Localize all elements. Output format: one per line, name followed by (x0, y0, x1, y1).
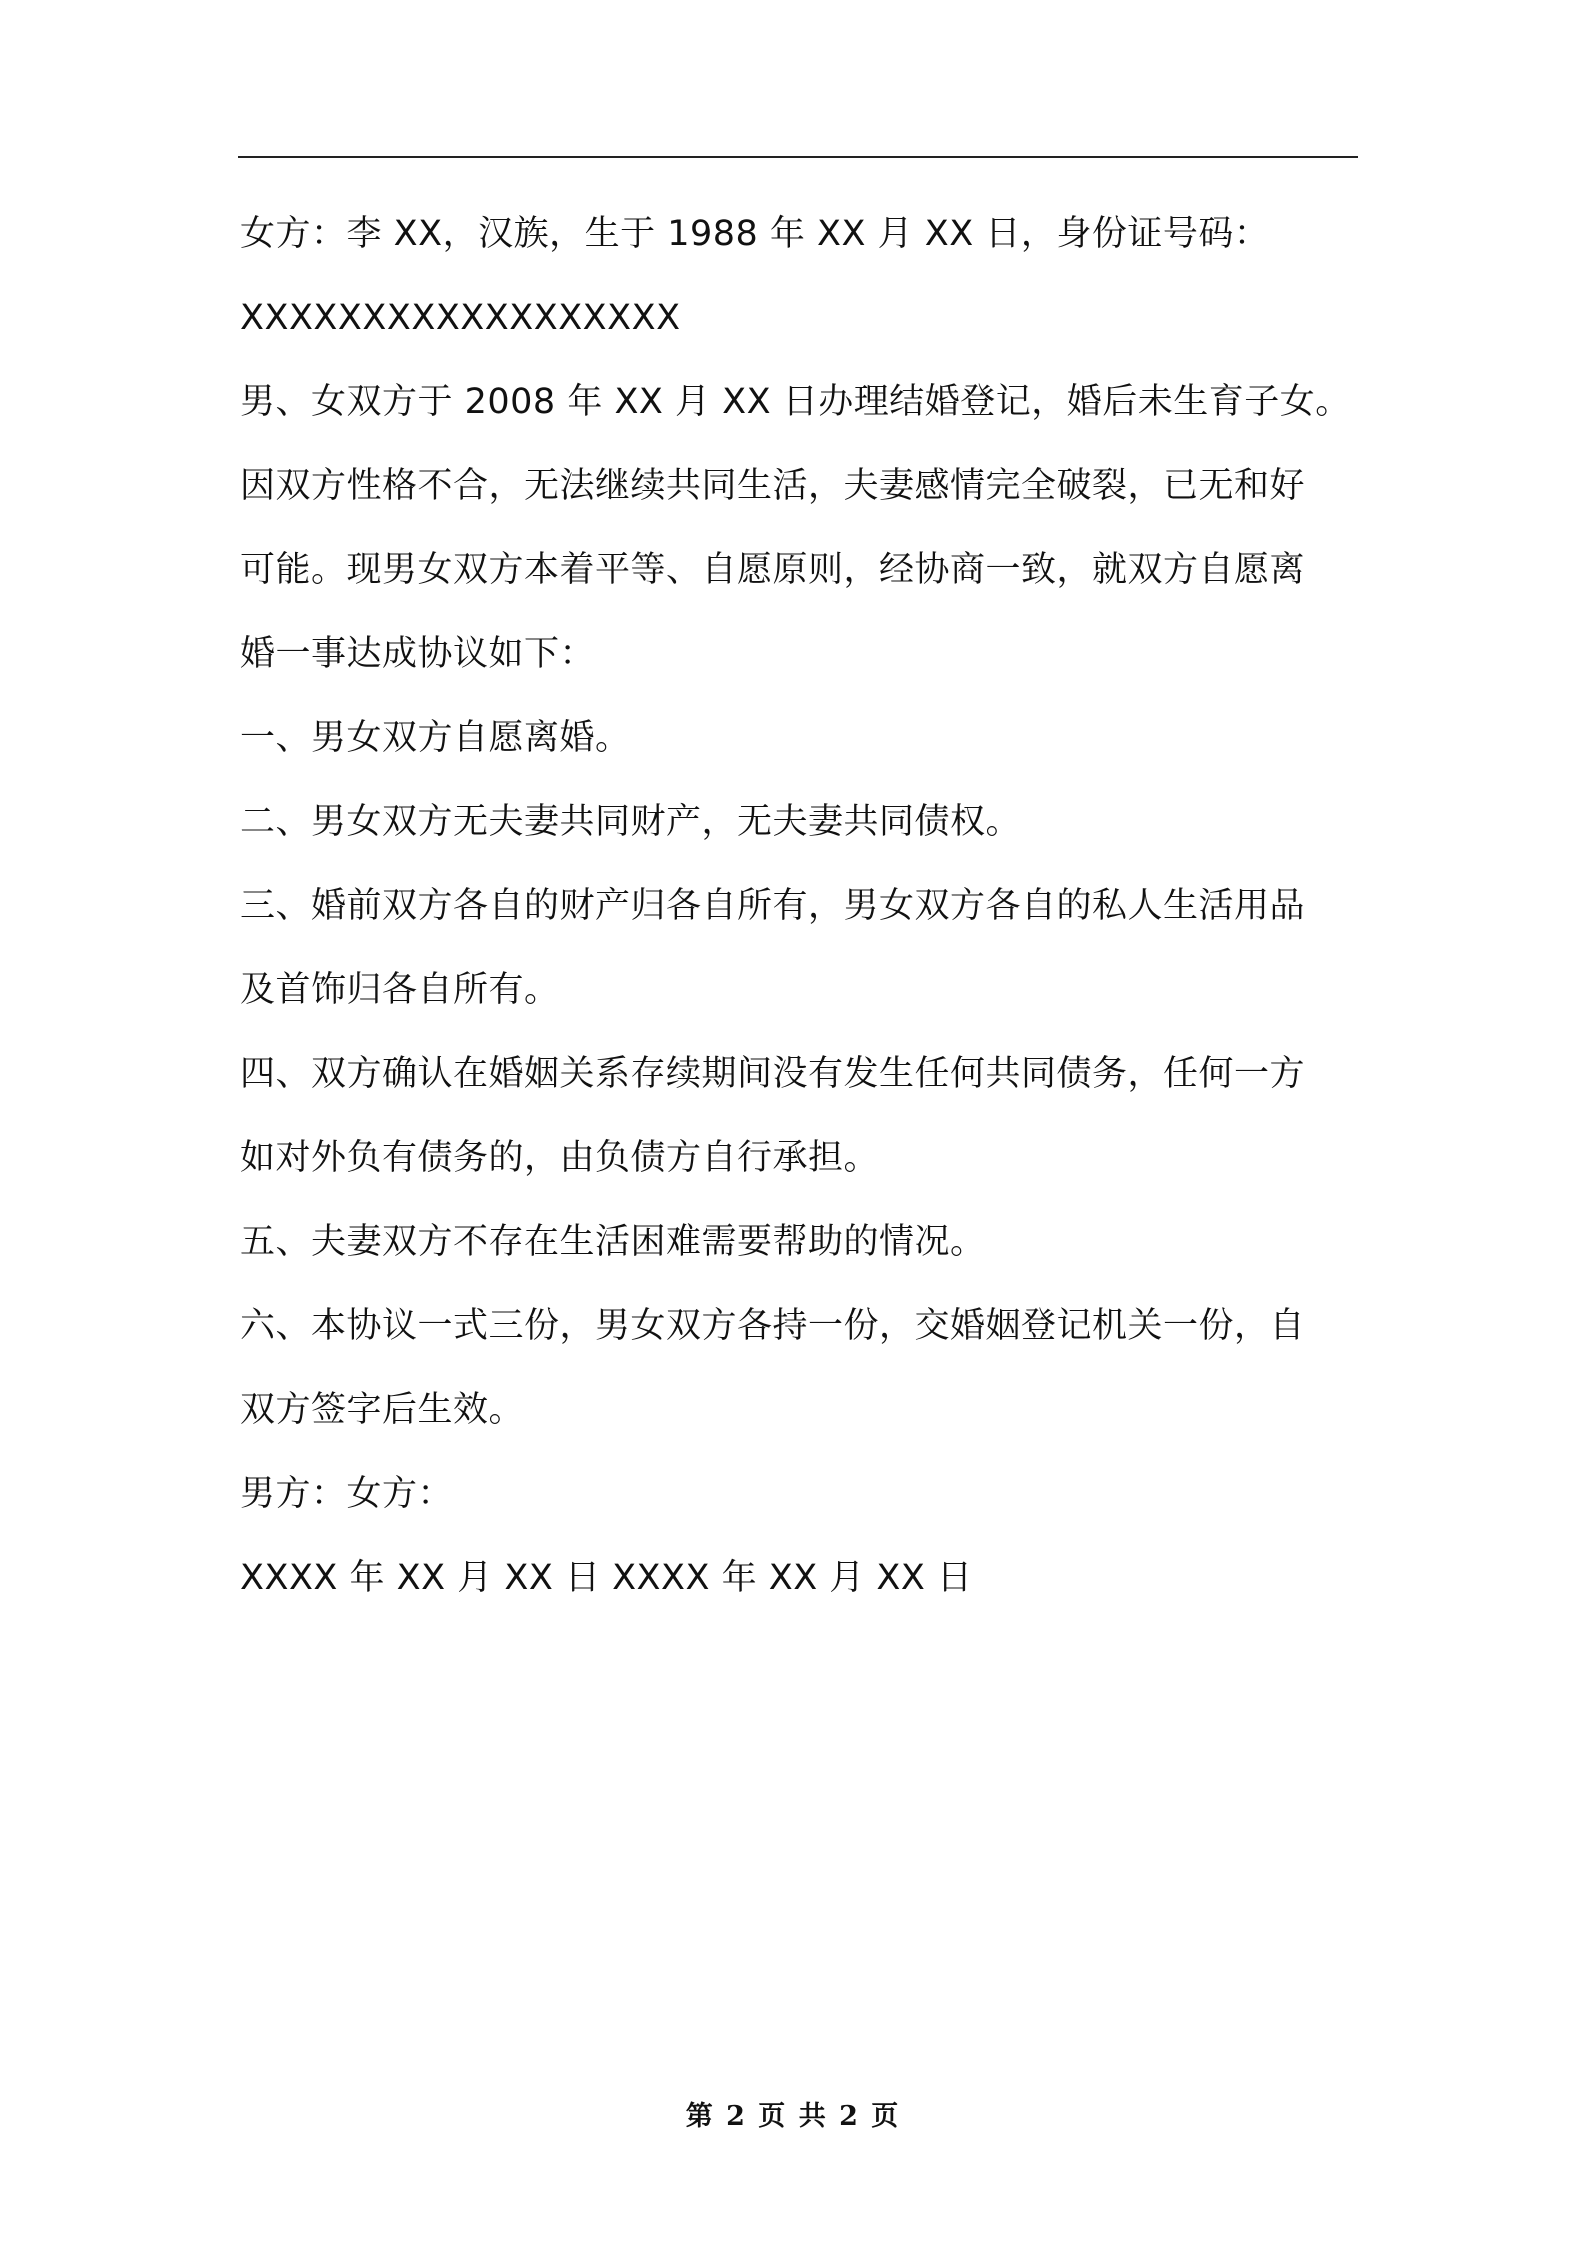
header-rule (238, 156, 1358, 158)
document-body (240, 192, 1364, 1620)
clause-5: 五、夫妻双方不存在生活困难需要帮助的情况。 (240, 1222, 986, 1262)
clause-6: 六、本协议一式三份，男女双方各持一份，交婚姻登记机关一份，自 (240, 1306, 1306, 1346)
paragraph-line: 男、女双方于 2008 年 XX 月 XX 日办理结婚登记，婚后未生育子女。 (240, 382, 1351, 422)
id-number: XXXXXXXXXXXXXXXXXX (240, 298, 681, 338)
signature-labels: 男方：女方： (240, 1474, 454, 1514)
clause-1: 一、男女双方自愿离婚。 (240, 718, 631, 758)
clause-6-cont: 双方签字后生效。 (240, 1390, 525, 1430)
clause-2: 二、男女双方无夫妻共同财产，无夫妻共同债权。 (240, 802, 1022, 842)
clause-3-cont: 及首饰归各自所有。 (240, 970, 560, 1010)
party-female-info: 女方：李 XX，汉族，生于 1988 年 XX 月 XX 日，身份证号码： (240, 214, 1270, 254)
clause-4: 四、双方确认在婚姻关系存续期间没有发生任何共同债务，任何一方 (240, 1054, 1306, 1094)
clause-3: 三、婚前双方各自的财产归各自所有，男女双方各自的私人生活用品 (240, 886, 1306, 926)
clause-4-cont: 如对外负有债务的，由负债方自行承担。 (240, 1138, 880, 1178)
signature-dates: XXXX 年 XX 月 XX 日 XXXX 年 XX 月 XX 日 (240, 1558, 973, 1598)
paragraph-line: 因双方性格不合，无法继续共同生活，夫妻感情完全破裂，已无和好 (240, 466, 1306, 506)
paragraph-line: 可能。现男女双方本着平等、自愿原则，经协商一致，就双方自愿离 (240, 550, 1306, 590)
page-number: 第 2 页 共 2 页 (685, 2101, 901, 2132)
paragraph-line: 婚一事达成协议如下： (240, 634, 596, 674)
